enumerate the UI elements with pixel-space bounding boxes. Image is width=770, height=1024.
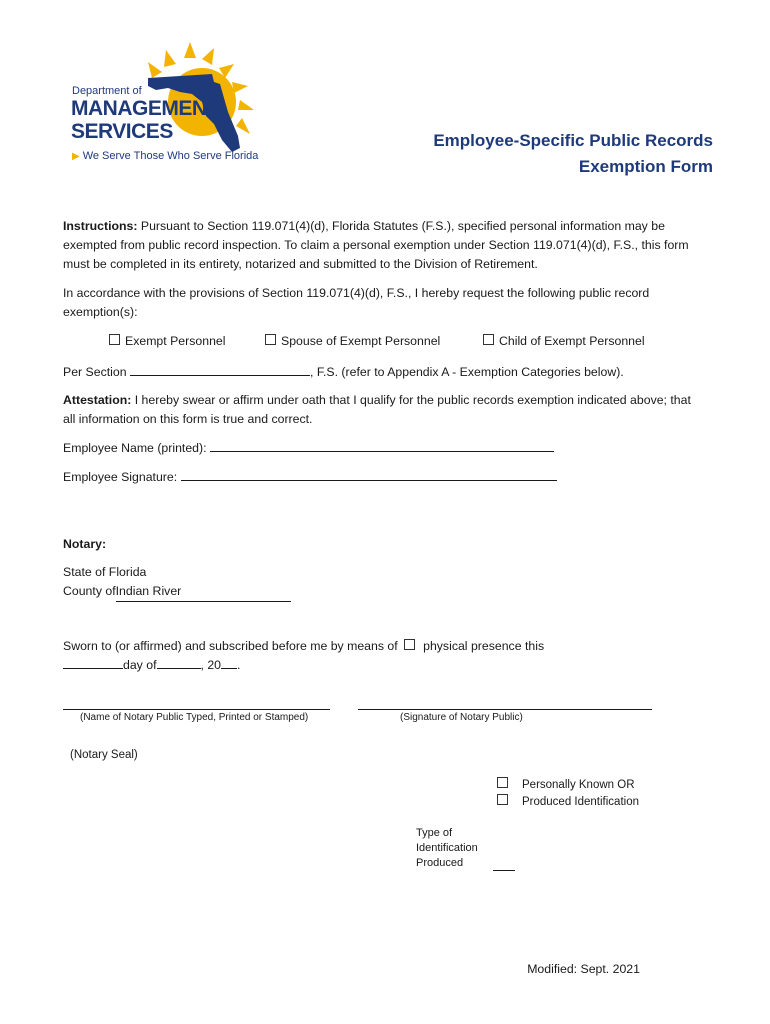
employee-name-field[interactable] — [210, 439, 554, 452]
year-prefix: , 20 — [200, 658, 222, 672]
attestation-label: Attestation: — [63, 393, 132, 407]
county-label: County of — [63, 584, 116, 598]
sworn-row — [63, 637, 544, 656]
option-exempt-personnel[interactable] — [109, 332, 225, 351]
produced-id-row[interactable] — [497, 794, 639, 808]
logo-department-text: Department of — [72, 85, 142, 97]
employee-signature-field[interactable] — [181, 468, 557, 481]
play-arrow-icon: ▶ — [72, 151, 80, 162]
attestation-paragraph — [63, 391, 703, 429]
year-field[interactable] — [221, 656, 237, 669]
checkbox[interactable] — [497, 777, 508, 788]
logo-services-text: SERVICES — [71, 120, 173, 143]
notary-signature-line[interactable] — [358, 709, 652, 710]
form-title — [433, 128, 713, 180]
county-row — [63, 582, 291, 602]
sworn-suffix: physical presence this — [423, 639, 545, 653]
checkbox[interactable] — [109, 334, 120, 345]
attestation-text: I hereby swear or affirm under oath that I qualify for the public records exemption indicated above; that all information on this form is true and correct. — [63, 393, 691, 426]
employee-name-row — [63, 439, 554, 458]
id-type-line: Identification — [416, 842, 478, 854]
instructions-paragraph — [63, 217, 703, 274]
checkbox[interactable] — [497, 794, 508, 805]
day-label: day of — [123, 658, 157, 672]
option-label: Spouse of Exempt Personnel — [281, 334, 441, 348]
tagline-text: We Serve Those Who Serve Florida — [82, 150, 259, 162]
month-field[interactable] — [157, 656, 201, 669]
option-label: Child of Exempt Personnel — [499, 334, 645, 348]
id-type-field[interactable] — [493, 870, 515, 871]
year-suffix: . — [237, 658, 241, 672]
notary-signature-caption: (Signature of Notary Public) — [400, 712, 523, 723]
title-line-2: Exemption Form — [578, 157, 713, 176]
title-line-1: Employee-Specific Public Records — [433, 131, 713, 150]
notary-heading: Notary: — [63, 537, 107, 551]
employee-name-label: Employee Name (printed): — [63, 441, 207, 455]
notary-name-caption: (Name of Notary Public Typed, Printed or Stamped) — [80, 712, 309, 723]
per-section-label: Per Section — [63, 365, 127, 379]
logo-tagline — [72, 150, 258, 162]
per-section-row — [63, 363, 624, 382]
employee-signature-label: Employee Signature: — [63, 470, 178, 484]
personally-known-label: Personally Known OR — [522, 779, 635, 791]
employee-signature-row — [63, 468, 557, 487]
checkbox[interactable] — [265, 334, 276, 345]
instructions-label: Instructions: — [63, 219, 138, 233]
id-type-line: Produced — [416, 857, 464, 869]
instructions-text: Pursuant to Section 119.071(4)(d), Florida Statutes (F.S.), specified personal information may be exempted from public record inspection. To claim a personal exemption under Section 119.071(4)(d), F.S., this form must be completed in its entirety, notarized and submitted to the Division of Retirement. — [63, 219, 689, 271]
option-spouse[interactable] — [265, 332, 440, 351]
option-label: Exempt Personnel — [125, 334, 226, 348]
county-field[interactable] — [116, 582, 291, 602]
notary-name-line[interactable] — [63, 709, 330, 710]
county-value: Indian River — [115, 584, 182, 598]
notary-seal-label: (Notary Seal) — [70, 749, 138, 761]
sworn-text: Sworn to (or affirmed) and subscribed before me by means of — [63, 639, 398, 653]
logo-management-text: MANAGEMENT — [71, 97, 219, 120]
day-field[interactable] — [63, 656, 123, 669]
date-row — [63, 656, 240, 675]
state-text: State of Florida — [63, 565, 147, 579]
per-section-suffix: , F.S. (refer to Appendix A - Exemption Categories below). — [310, 365, 624, 379]
personally-known-row[interactable] — [497, 777, 635, 791]
modified-date: Modified: Sept. 2021 — [527, 962, 640, 976]
id-type-line: Type of — [416, 827, 453, 839]
request-paragraph: In accordance with the provisions of Section 119.071(4)(d), F.S., I hereby request the following public record exemption(s): — [63, 286, 650, 319]
section-number-field[interactable] — [130, 363, 310, 376]
checkbox[interactable] — [483, 334, 494, 345]
physical-presence-checkbox[interactable] — [404, 639, 415, 650]
option-child[interactable] — [483, 332, 645, 351]
produced-id-label: Produced Identification — [522, 796, 639, 808]
id-type-label — [416, 826, 478, 871]
